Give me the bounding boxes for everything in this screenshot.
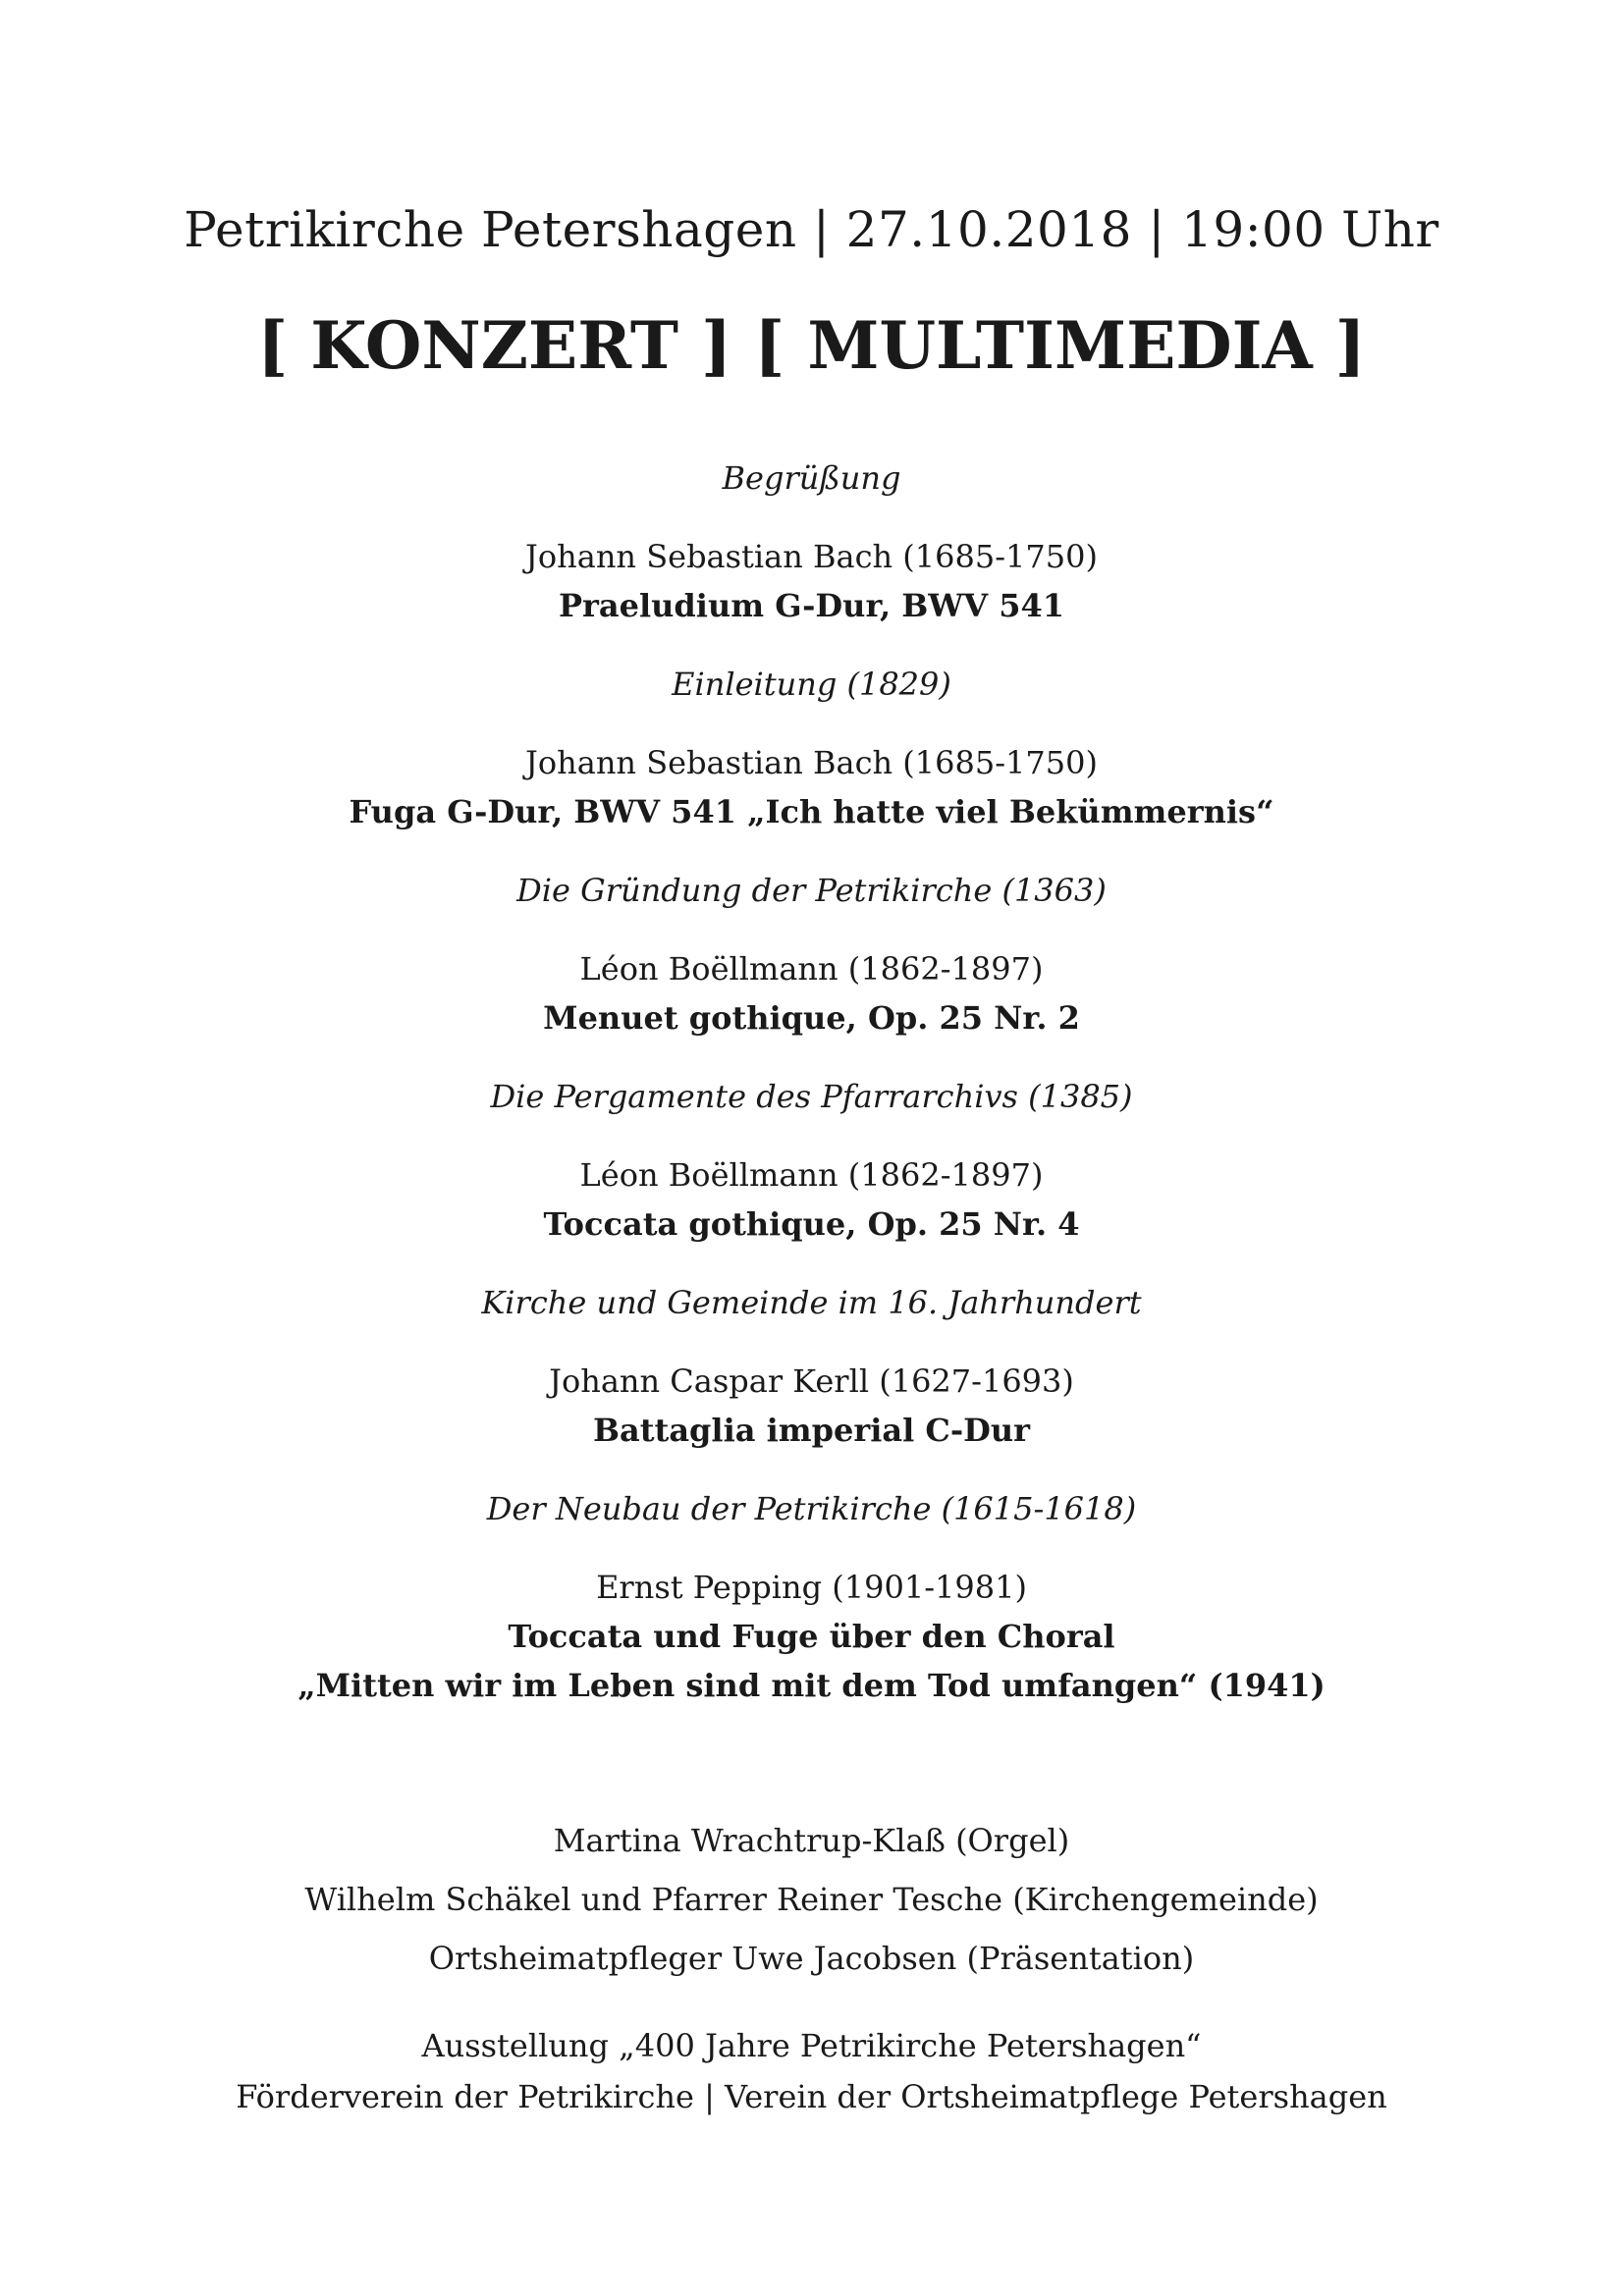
segment-title: Kirche und Gemeinde im 16. Jahrhundert: [481, 1284, 1142, 1321]
page-title: [ KONZERT ] [ MULTIMEDIA ]: [257, 307, 1366, 384]
exhibition-note: [0, 2020, 1623, 2122]
work-title: Fuga G-Dur, BWV 541 „Ich hatte viel Bekümmernis“: [349, 793, 1274, 830]
venue-date-line: Petrikirche Petershagen | 27.10.2018 | 19:00 Uhr: [184, 201, 1439, 258]
composer: Ernst Pepping (1901-1981): [596, 1569, 1027, 1606]
credit-line: Ortsheimatpfleger Uwe Jacobsen (Präsentation): [428, 1940, 1195, 1977]
work-title: Menuet gothique, Op. 25 Nr. 2: [543, 999, 1080, 1037]
exhibition-title: Ausstellung „400 Jahre Petrikirche Petershagen“: [421, 2027, 1202, 2064]
work-title: Praeludium G-Dur, BWV 541: [558, 587, 1064, 624]
welcome-segment: Begrüßung: [722, 459, 901, 497]
composer: Léon Boëllmann (1862-1897): [579, 950, 1044, 988]
work-title: Toccata gothique, Op. 25 Nr. 4: [543, 1205, 1080, 1243]
segment-title: Der Neubau der Petrikirche (1615-1618): [486, 1490, 1137, 1527]
segment-title: Die Gründung der Petrikirche (1363): [516, 872, 1107, 909]
credit-line: Wilhelm Schäkel und Pfarrer Reiner Tesche (Kirchengemeinde): [304, 1881, 1319, 1918]
segment-title: Die Pergamente des Pfarrarchivs (1385): [490, 1078, 1133, 1115]
work-title: Battaglia imperial C-Dur: [592, 1412, 1031, 1449]
credit-line: Martina Wrachtrup-Klaß (Orgel): [553, 1822, 1070, 1859]
work-title-continued: „Mitten wir im Leben sind mit dem Tod umfangen“ (1941): [298, 1667, 1325, 1704]
composer: Johann Caspar Kerll (1627-1693): [549, 1362, 1074, 1400]
concert-program: [0, 454, 1623, 1710]
composer: Johann Sebastian Bach (1685-1750): [525, 538, 1098, 575]
composer: Léon Boëllmann (1862-1897): [579, 1156, 1044, 1194]
segment-title: Einleitung (1829): [672, 666, 951, 703]
composer: Johann Sebastian Bach (1685-1750): [525, 744, 1098, 781]
work-title: Toccata und Fuge über den Choral: [508, 1618, 1115, 1655]
performer-credits: [0, 1811, 1623, 1988]
exhibition-organizers: Förderverein der Petrikirche | Verein der Ortsheimatpflege Petershagen: [236, 2078, 1387, 2115]
